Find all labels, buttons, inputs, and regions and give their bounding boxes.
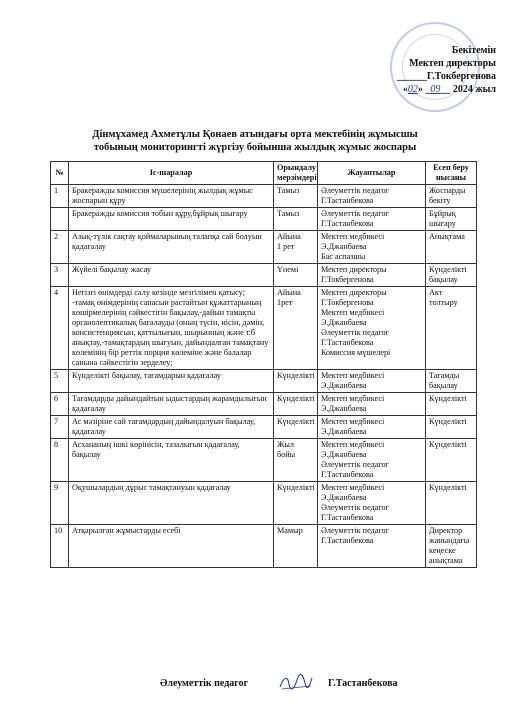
row-number: 6 — [51, 393, 69, 416]
row-report: Акт толтыру — [426, 287, 477, 370]
row-term: Үнемі — [274, 264, 318, 287]
table-row — [51, 482, 477, 525]
row-report: Күнделікті — [426, 416, 477, 439]
row-responsible: Әлеуметтік педагог Г.Тастанбекова — [318, 208, 426, 231]
row-number: 10 — [51, 525, 69, 568]
row-term: Айына 1рет — [274, 287, 318, 370]
table-row — [51, 208, 477, 231]
table-row — [51, 287, 477, 370]
row-number: 9 — [51, 482, 69, 525]
table-row — [51, 370, 477, 393]
row-responsible: Мектеп директоры Г.Токбергенова Мектеп медбикесі Э.Джанбаева Әлеуметтік педагог Г.Тастанбекова Комиссия мүшелері — [318, 287, 426, 370]
row-number: 1 — [51, 185, 69, 208]
row-report: Анықтама — [426, 231, 477, 264]
row-responsible: Мектеп медбикесі Э.Джанбаева Бас аспазшы — [318, 231, 426, 264]
row-term: Күнделікті — [274, 393, 318, 416]
row-report: Күнделікті — [426, 439, 477, 482]
row-term: Күнделікті — [274, 370, 318, 393]
row-responsible: Мектеп медбикесі Э.Джанбаева Әлеуметтік педагог Г.Тастанбекова — [318, 482, 426, 525]
row-task: Бракеражды комиссия тобын құру,бұйрық шығару — [69, 208, 274, 231]
row-term: Тамыз — [274, 208, 318, 231]
signer-role: Әлеуметтік педагог — [160, 678, 249, 689]
row-number: 8 — [51, 439, 69, 482]
row-responsible: Мектеп медбикесі Э.Джанбаева Әлеуметтік педагог Г.Тастанбекова — [318, 439, 426, 482]
table-row — [51, 525, 477, 568]
row-term: Айына 1 рет — [274, 231, 318, 264]
row-task: Күнделікті бақылау, тағамдарын қадағалау — [69, 370, 274, 393]
row-task: Негізгі өнімдерді салу кезінде мезгілімен қатысу; -тамақ өнімдерінің сапасын растайтын құжаттарының көшірмелерінің сәйкестігін бақылау,-дайын тамақты органолептикалық бағалауды (оның түсін, иісін, дәмін, консистенциясын, қаттылығын, шырынның және т.б анықтау,-тамақтардың шығуын, дайындалған тамақтану көлемінің бір реттік порция көлеміне және балалар санына сәйкестігін зерделеу; — [69, 287, 274, 370]
row-task: Асхананың ішкі көрінісін, тазалығын қадағалау, бақылау — [69, 439, 274, 482]
approval-month: 09 — [430, 84, 441, 95]
table-row — [51, 393, 477, 416]
approval-heading: Бекітемін — [451, 45, 496, 56]
table-row — [51, 185, 477, 208]
approval-date: «02» _09__ 2024 жыл — [402, 84, 496, 95]
title-line-1: Дінмұхамед Ахметұлы Қонаев атындағы орта мектебінің жұмысшы — [92, 129, 418, 140]
signature-mark — [278, 672, 314, 692]
row-responsible: Мектеп медбикесі Э.Джанбаева — [318, 393, 426, 416]
row-number: 4 — [51, 287, 69, 370]
signer-name: Г.Тастанбекова — [328, 678, 398, 689]
row-term: Тамыз — [274, 185, 318, 208]
row-number: 2 — [51, 231, 69, 264]
row-report: Тағамды бақылау — [426, 370, 477, 393]
table-row — [51, 231, 477, 264]
row-report: Бұйрық шығару — [426, 208, 477, 231]
table-row — [51, 439, 477, 482]
work-plan-table — [50, 161, 477, 568]
row-task: Оқушылардың дұрыс тамақтануын қадағалау — [69, 482, 274, 525]
header-activities: Іс-шаралар — [69, 162, 274, 185]
row-report: Директор жанындағы кеңеске анықтама — [426, 525, 477, 568]
approval-block — [296, 44, 496, 96]
row-report: Күнделікті — [426, 393, 477, 416]
row-task: Бракеражды комиссия мүшелерінің жылдық жұмыс жоспарын құру — [69, 185, 274, 208]
table-row — [51, 264, 477, 287]
header-number: № — [51, 162, 69, 185]
row-number — [51, 208, 69, 231]
row-term: Күнделікті — [274, 416, 318, 439]
row-task: Жүйелі бақылау жасау — [69, 264, 274, 287]
row-responsible: Әлеуметтік педагог Г.Тастанбекова — [318, 185, 426, 208]
row-report: Күнделікті бақылау — [426, 264, 477, 287]
row-report: Жоспарды бекіту — [426, 185, 477, 208]
header-report-form: Есеп беру нысаны — [426, 162, 477, 185]
row-task: Азық-түлік сақтау қоймаларының талапқа сай болуын қадағалау — [69, 231, 274, 264]
row-number: 3 — [51, 264, 69, 287]
title-line-2: тобының мониторингті жүргізу бойынша жылдық жұмыс жоспары — [93, 142, 417, 153]
approval-position: Мектеп директоры — [409, 58, 496, 69]
header-responsible: Жауаптылар — [318, 162, 426, 185]
row-task: Тағамдарды дайындайтын ыдыстардың жарамдылығын қадағалау — [69, 393, 274, 416]
row-responsible: Мектеп директоры Г.Токбергенова — [318, 264, 426, 287]
row-responsible: Әлеуметтік педагог Г.Тастанбекова — [318, 525, 426, 568]
row-task: Атқарылған жұмыстарды есебі — [69, 525, 274, 568]
document-title — [30, 128, 480, 154]
row-term: Жыл бойы — [274, 439, 318, 482]
row-number: 5 — [51, 370, 69, 393]
approval-year: 2024 жыл — [452, 84, 496, 95]
row-responsible: Мектеп медбикесі Э.Джанбаева — [318, 370, 426, 393]
row-task: Ас мәзіріне сай тағамдардың дайындалуын бақылау, қадағалау — [69, 416, 274, 439]
row-report: Күнделікті — [426, 482, 477, 525]
table-row — [51, 416, 477, 439]
row-responsible: Мектеп медбикесі Э.Джанбаева — [318, 416, 426, 439]
approval-director-name: ______Г.Токбергенова — [396, 71, 496, 82]
table-header-row — [51, 162, 477, 185]
row-term: Мамыр — [274, 525, 318, 568]
row-number: 7 — [51, 416, 69, 439]
header-deadlines: Орындалу мерзімдері — [274, 162, 318, 185]
row-term: Күнделікті — [274, 482, 318, 525]
approval-day: 02 — [407, 84, 418, 95]
